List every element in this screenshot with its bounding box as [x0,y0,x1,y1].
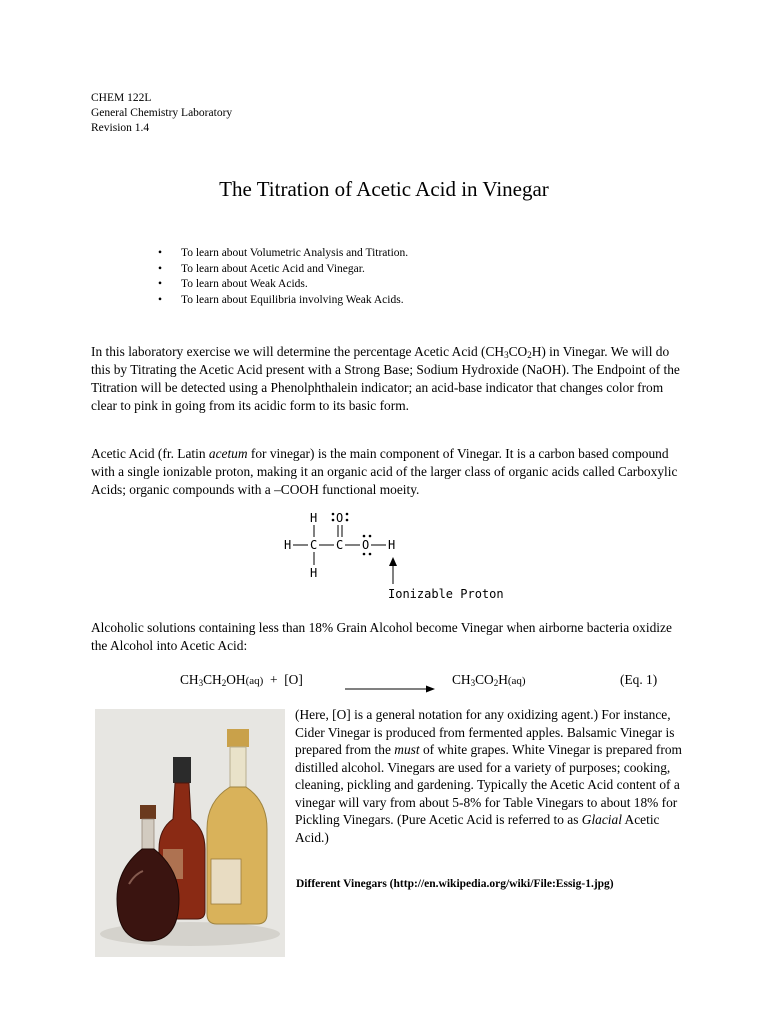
must-word: must [394,742,420,757]
atom-o-hydroxyl: O [362,538,370,552]
acetic-acid-structure [280,504,510,604]
atom-h-left: H [284,538,292,552]
objectives-list [158,246,408,308]
objective-item: • To learn about Equilibria involving Weak Acids. [158,293,408,309]
atom-h-top: H [310,511,318,525]
document-header [91,91,232,136]
vinegar-photo [95,709,285,957]
equation-reactant: $CH_3CH_2OH(aq) + [O]$ [180,672,303,688]
equation-number: (Eq. 1) [620,672,658,687]
intro-paragraph: In this laboratory exercise we will determine the percentage Acetic Acid $(CH_3CO_2H)$ in Vinegar. We will do this by Titrating the Acetic Acid present with a Strong Base; Sodium Hydroxide (NaOH). The Endpoint of the Titration will be detected using a Phenolphthalein indicator; an acid-base indicator that changes color from clear to pink in going from its acidic form to its basic form. [91,344,680,413]
latin-word: acetum [208,446,248,461]
atom-o-carbonyl: O [336,511,344,525]
objective-item: • To learn about Volumetric Analysis and Titration. [158,246,408,262]
vinegar-description: (Here, [O] is a general notation for any oxidizing agent.) For instance, Cider Vinegar is produced from fermented apples. Balsamic Vinegar is prepared from the must of white grapes. White Vinegar is prepared from distilled alcohol. Vinegars are used for a variety of purposes; cooking, cleaning, pickling and gardening. Typically the Acetic Acid content of a vinegar will vary from about 5-8% for Table Vinegars to about 18% for Pickling Vinegars. (Pure Acetic Acid is referred to as Glacial Acetic Acid.) [295,707,682,845]
atom-h-acidic: H [388,538,396,552]
page-title: The Titration of Acetic Acid in Vinegar [219,177,549,201]
proton-arrow [389,557,397,566]
photo-caption: Different Vinegars (http://en.wikipedia.org/wiki/File:Essig-1.jpg) [296,878,614,890]
ionizable-proton-label: Ionizable Proton [388,587,504,601]
reaction-arrow-icon [345,680,435,698]
atom-c-carboxyl: C [336,538,344,552]
revision: Revision 1.4 [91,122,150,134]
objective-item: • To learn about Weak Acids. [158,277,408,293]
bottle-cap [227,729,249,747]
course-code: CHEM 122L [91,92,152,104]
lab-name: General Chemistry Laboratory [91,107,233,119]
alcohol-paragraph: Alcoholic solutions containing less than 18% Grain Alcohol become Vinegar when airborne bacteria oxidize the Alcohol into Acetic Acid: [91,620,672,653]
glacial-word: Glacial [581,812,622,827]
acetic-acid-paragraph: Acetic Acid (fr. Latin acetum for vinegar) is the main component of Vinegar. It is a carbon based compound with a single ionizable proton, making it an organic acid of the larger class of organic acids called Carboxylic Acids; organic compounds with a –COOH functional moeity. [91,446,678,497]
atom-h-bottom: H [310,566,318,580]
atom-c-methyl: C [310,538,318,552]
equation-product: $CH_3CO_2H(aq)$ [452,672,526,688]
bottle-label [211,859,241,904]
objective-item: • To learn about Acetic Acid and Vinegar. [158,262,408,278]
